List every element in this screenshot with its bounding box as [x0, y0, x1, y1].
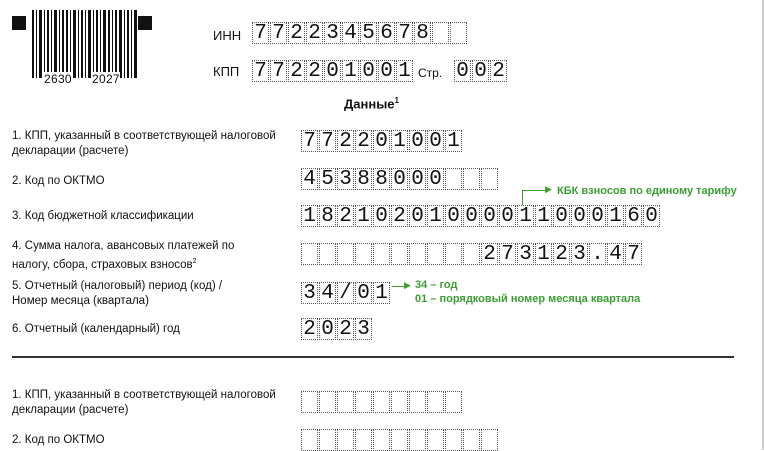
form-cell[interactable]: 1 — [355, 205, 372, 227]
form-cell[interactable]: 8 — [355, 168, 372, 190]
form-cell[interactable]: 1 — [535, 243, 552, 265]
kpp-field[interactable] — [252, 60, 414, 82]
form-cell[interactable]: 7 — [396, 22, 413, 44]
form-cell[interactable]: 2 — [306, 60, 323, 82]
form-cell[interactable] — [409, 429, 426, 451]
form-cell[interactable]: 7 — [301, 130, 318, 152]
form-cell[interactable]: / — [337, 282, 354, 304]
form-cell[interactable]: 7 — [499, 243, 516, 265]
section-title-footnote: 1 — [394, 96, 399, 105]
form-cell[interactable]: 2 — [355, 130, 372, 152]
form-cell[interactable]: 3 — [355, 318, 372, 340]
form-cell[interactable]: 0 — [378, 60, 395, 82]
row-kpp-label: 1. КПП, указанный в соответствующей налоговой декларации (расчете) — [12, 130, 276, 157]
form-cell[interactable]: 7 — [319, 130, 336, 152]
row-year-field[interactable] — [301, 318, 373, 340]
form-cell[interactable] — [391, 391, 408, 413]
form-cell[interactable]: 4 — [607, 243, 624, 265]
form-cell[interactable]: 0 — [463, 205, 480, 227]
form-cell[interactable]: 1 — [427, 205, 444, 227]
form-cell[interactable]: 7 — [270, 22, 287, 44]
form-cell[interactable]: 7 — [270, 60, 287, 82]
form-cell[interactable] — [481, 429, 498, 451]
form-cell[interactable]: 3 — [571, 243, 588, 265]
form-cell[interactable] — [450, 22, 467, 44]
kbk-annotation: КБК взносов по единому тарифу — [557, 185, 737, 197]
form-cell[interactable]: 2 — [337, 205, 354, 227]
kbk-annotation-arrow: ▶ — [545, 184, 552, 194]
form-cell[interactable] — [337, 429, 354, 451]
form-cell[interactable]: 1 — [301, 205, 318, 227]
form-cell[interactable]: 1 — [342, 60, 359, 82]
barcode-number-left: 2630 — [44, 72, 72, 86]
form-cell[interactable]: 0 — [355, 282, 372, 304]
form-cell[interactable]: 4 — [342, 22, 359, 44]
inn-field[interactable] — [252, 22, 468, 44]
form-cell[interactable]: 0 — [571, 205, 588, 227]
form-cell[interactable] — [463, 429, 480, 451]
form-cell[interactable] — [319, 429, 336, 451]
form-cell[interactable] — [337, 391, 354, 413]
form-cell[interactable]: 4 — [319, 282, 336, 304]
row-kbk-label: 3. Код бюджетной классификации — [12, 210, 194, 222]
form-cell[interactable] — [445, 429, 462, 451]
form-cell[interactable] — [409, 391, 426, 413]
section-divider — [12, 356, 734, 358]
form-cell[interactable] — [432, 22, 449, 44]
form-cell[interactable]: 0 — [409, 205, 426, 227]
row-amount-label-text: 4. Сумма налога, авансовых платежей по налогу, сбора, страховых взносов — [12, 240, 235, 271]
form-cell[interactable]: 0 — [324, 60, 341, 82]
form-cell[interactable] — [427, 391, 444, 413]
form-cell[interactable] — [481, 168, 498, 190]
row-amount-footnote: 2 — [192, 258, 197, 265]
form-cell[interactable]: 2 — [301, 318, 318, 340]
form-cell[interactable] — [445, 391, 462, 413]
form-cell[interactable] — [409, 243, 426, 265]
form-cell[interactable]: 0 — [427, 130, 444, 152]
form-cell[interactable]: 1 — [396, 60, 413, 82]
form-cell[interactable]: 2 — [481, 243, 498, 265]
form-cell[interactable]: 0 — [445, 205, 462, 227]
form-cell[interactable]: 3 — [301, 282, 318, 304]
row-oktmo-label: 2. Код по ОКТМО — [12, 175, 105, 187]
form-cell[interactable]: 0 — [373, 205, 390, 227]
period-annotation-year: 34 – год — [415, 279, 458, 291]
form-cell[interactable]: 3 — [517, 243, 534, 265]
row-kpp-field[interactable] — [301, 130, 463, 152]
form-cell[interactable] — [355, 429, 372, 451]
form-cell[interactable]: 1 — [391, 130, 408, 152]
form-cell[interactable] — [301, 391, 318, 413]
barcode-number-right: 2027 — [92, 72, 120, 86]
form-cell[interactable]: 1 — [445, 130, 462, 152]
period-annotation-month: 01 – порядковый номер месяца квартала — [415, 293, 641, 305]
form-cell[interactable]: 2 — [490, 60, 507, 82]
form-cell[interactable] — [445, 168, 462, 190]
form-cell[interactable]: 8 — [319, 205, 336, 227]
section-title — [344, 96, 399, 111]
form-cell[interactable] — [373, 243, 390, 265]
form-cell[interactable]: 2 — [288, 22, 305, 44]
row-amount-label — [12, 239, 272, 273]
form-cell[interactable]: 0 — [643, 205, 660, 227]
form-cell[interactable]: 3 — [337, 168, 354, 190]
form-cell[interactable]: 0 — [472, 60, 489, 82]
form-cell[interactable] — [463, 243, 480, 265]
blank-row-kpp-field[interactable] — [301, 391, 463, 413]
form-cell[interactable]: 0 — [373, 130, 390, 152]
form-cell[interactable] — [427, 243, 444, 265]
form-cell[interactable]: 4 — [301, 168, 318, 190]
form-cell[interactable]: 2 — [337, 318, 354, 340]
page-number-field[interactable] — [454, 60, 508, 82]
row-amount-field[interactable] — [301, 243, 643, 265]
blank-row-oktmo-label: 2. Код по ОКТМО — [12, 434, 105, 446]
form-cell[interactable] — [355, 391, 372, 413]
form-cell[interactable]: 2 — [337, 130, 354, 152]
kbk-annotation-line — [522, 190, 546, 191]
form-cell[interactable] — [391, 429, 408, 451]
form-cell[interactable] — [445, 243, 462, 265]
period-annotation-arrow: ▶ — [404, 280, 411, 290]
form-cell[interactable]: 2 — [288, 60, 305, 82]
form-cell[interactable]: 0 — [553, 205, 570, 227]
form-cell[interactable]: 0 — [589, 205, 606, 227]
form-cell[interactable]: 1 — [373, 282, 390, 304]
form-cell[interactable]: 0 — [499, 205, 516, 227]
form-cell[interactable] — [301, 429, 318, 451]
form-cell[interactable]: 1 — [535, 205, 552, 227]
form-cell[interactable]: 0 — [427, 168, 444, 190]
form-cell[interactable]: 7 — [252, 60, 269, 82]
form-cell[interactable] — [427, 429, 444, 451]
kbk-annotation-connector — [522, 190, 523, 205]
form-cell[interactable]: 0 — [409, 130, 426, 152]
form-cell[interactable]: 0 — [360, 60, 377, 82]
kpp-label: КПП — [213, 64, 240, 79]
corner-marker-right — [138, 16, 152, 30]
form-cell[interactable] — [373, 429, 390, 451]
inn-label: ИНН — [213, 28, 242, 43]
row-year-label: 6. Отчетный (календарный) год — [12, 323, 180, 335]
form-cell[interactable] — [463, 168, 480, 190]
form-cell[interactable]: 0 — [454, 60, 471, 82]
form-cell[interactable]: 0 — [319, 318, 336, 340]
form-cell[interactable] — [355, 243, 372, 265]
form-cell[interactable]: 7 — [625, 243, 642, 265]
form-cell[interactable]: 6 — [625, 205, 642, 227]
form-cell[interactable]: 8 — [414, 22, 431, 44]
page-label: Стр. — [418, 66, 443, 80]
section-title-text: Данные — [344, 96, 395, 112]
form-cell[interactable]: 7 — [252, 22, 269, 44]
form-cell[interactable]: 5 — [360, 22, 377, 44]
form-cell[interactable]: 6 — [378, 22, 395, 44]
form-cell[interactable]: 5 — [319, 168, 336, 190]
form-cell[interactable]: 2 — [553, 243, 570, 265]
form-cell[interactable] — [337, 243, 354, 265]
form-cell[interactable]: 3 — [324, 22, 341, 44]
form-cell[interactable]: 1 — [607, 205, 624, 227]
row-kbk-field[interactable] — [301, 205, 661, 227]
blank-row-kpp-label: 1. КПП, указанный в соответствующей налоговой декларации (расчете) — [12, 389, 276, 416]
form-cell[interactable] — [319, 243, 336, 265]
form-cell[interactable]: 2 — [391, 205, 408, 227]
row-period-field[interactable] — [301, 282, 391, 304]
blank-row-oktmo-field[interactable] — [301, 429, 499, 451]
form-cell[interactable] — [373, 391, 390, 413]
form-cell[interactable] — [391, 243, 408, 265]
form-cell[interactable]: 1 — [517, 205, 534, 227]
form-cell[interactable] — [319, 391, 336, 413]
corner-marker-left — [12, 16, 26, 30]
row-period-label: 5. Отчетный (налоговый) период (код) / Номер месяца (квартала) — [12, 280, 223, 307]
form-cell[interactable]: 0 — [481, 205, 498, 227]
row-oktmo-field[interactable] — [301, 168, 499, 190]
form-cell[interactable]: 0 — [409, 168, 426, 190]
form-cell[interactable] — [301, 243, 318, 265]
form-cell[interactable]: 2 — [306, 22, 323, 44]
form-cell[interactable]: 0 — [391, 168, 408, 190]
form-cell[interactable]: 8 — [373, 168, 390, 190]
form-cell[interactable]: . — [589, 243, 606, 265]
